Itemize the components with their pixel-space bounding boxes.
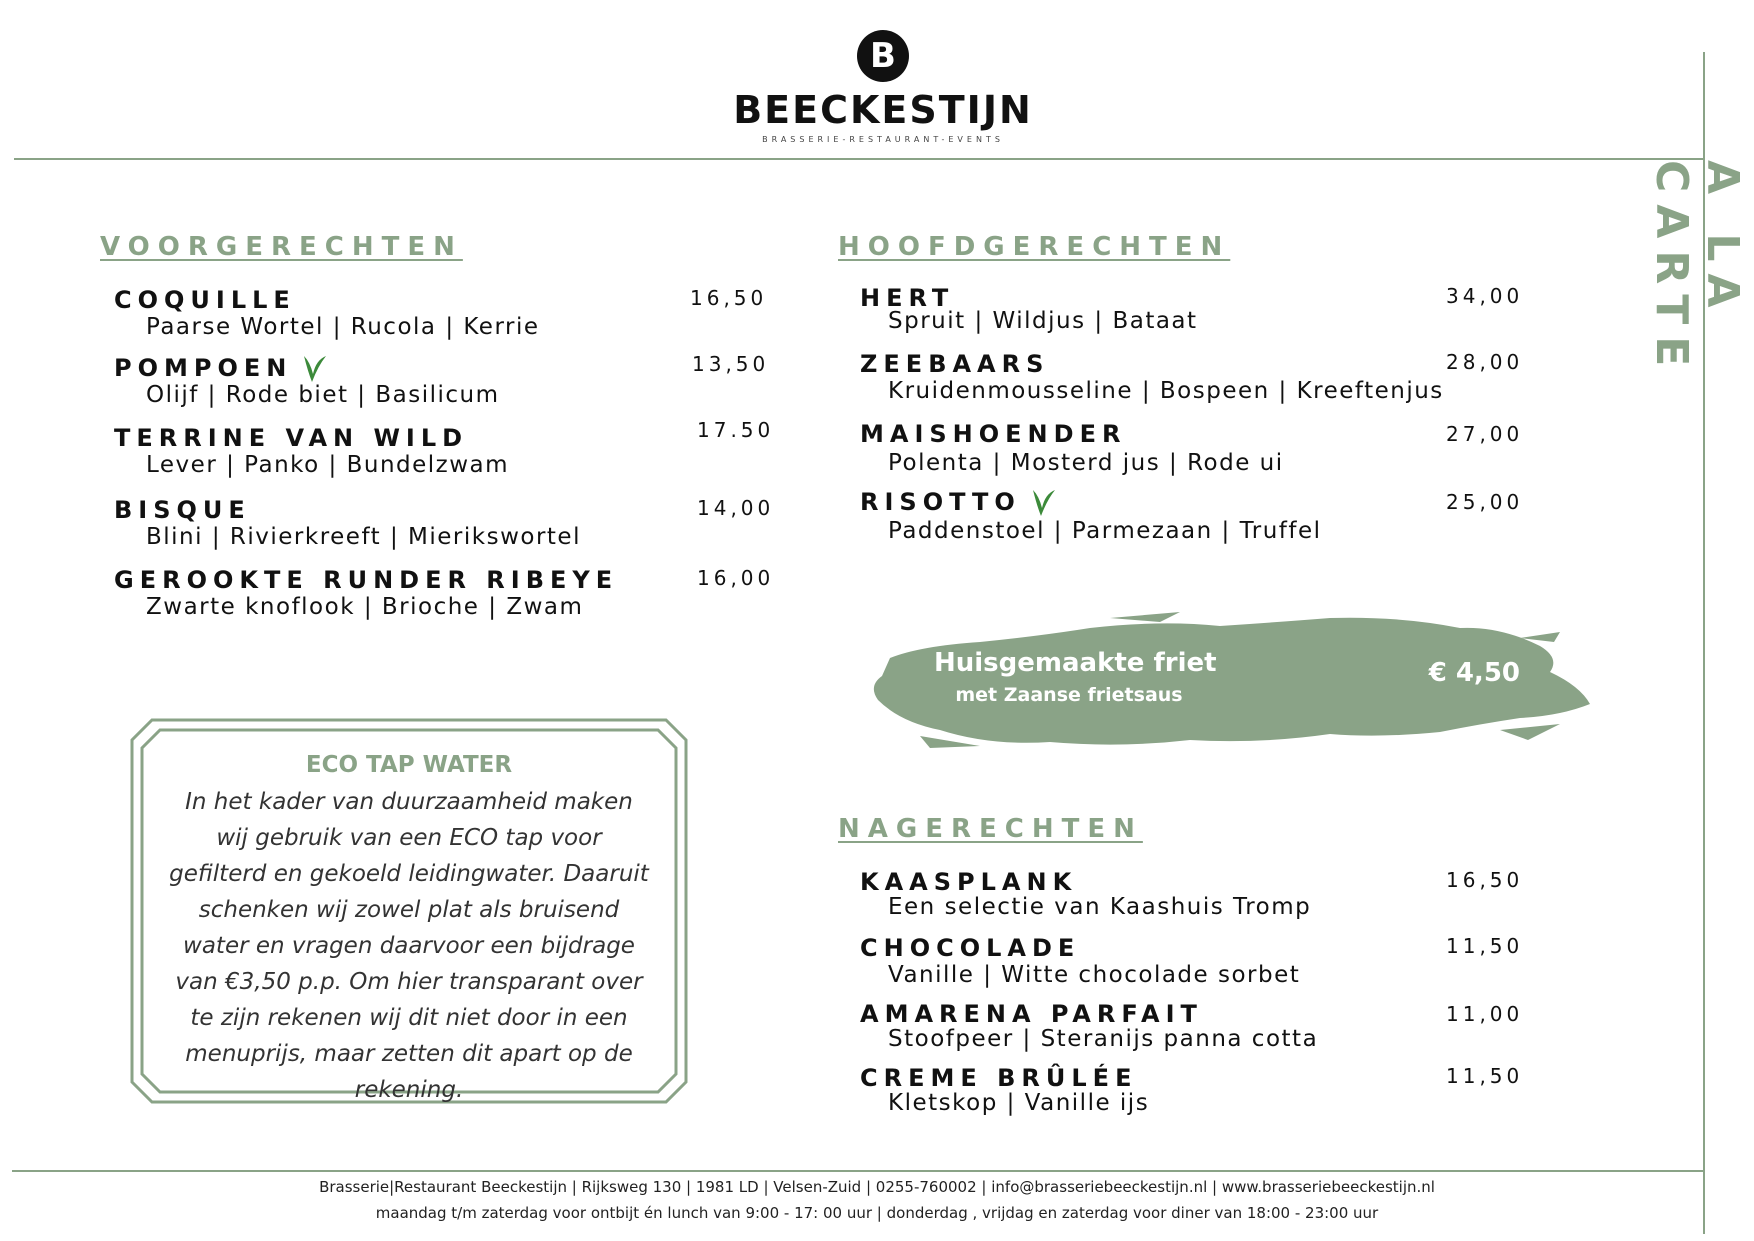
dish-name: ZEEBAARS (860, 350, 1050, 378)
dish-price: 25,00 (1446, 490, 1524, 514)
dish-name: BISQUE (114, 496, 251, 524)
dish-name-text: RISOTTO (860, 488, 1021, 516)
dish-name: TERRINE VAN WILD (114, 424, 469, 452)
dish-price: 11,00 (1446, 1002, 1524, 1026)
dish-price: 17.50 (697, 418, 775, 442)
dish-price: 11,50 (1446, 934, 1524, 958)
eco-title: ECO TAP WATER (305, 752, 513, 778)
dish-price: 13,50 (692, 352, 770, 376)
dish-description: Blini | Rivierkreeft | Mierikswortel (146, 524, 581, 550)
dish-name: COQUILLE (114, 286, 296, 314)
section-heading-nagerechten: NAGERECHTEN (838, 814, 1143, 844)
dish-price: 28,00 (1446, 350, 1524, 374)
vegetarian-leaf-icon (298, 352, 328, 386)
dish-description: Paarse Wortel | Rucola | Kerrie (146, 314, 540, 340)
dish-name (860, 486, 1057, 520)
dish-name: KAASPLANK (860, 868, 1078, 896)
brand-tagline: BRASSERIE-RESTAURANT-EVENTS (762, 135, 1004, 144)
dish-name: MAISHOENDER (860, 420, 1127, 448)
side-title: A LA CARTE (1646, 160, 1748, 379)
dish-name-text: POMPOEN (114, 354, 293, 382)
eco-text: In het kader van duurzaamheid maken wij gebruik van een ECO tap voor gefilterd en gekoeld leidingwater. Daaruit schenken wij zowel plat als bruisend water en vragen daarvoor een bijdrage van €3,50 p.p. Om hier transparant over te zijn rekenen wij dit niet door in een menuprijs, maar zetten dit apart op de rekening. (169, 789, 649, 1103)
dish-price: 16,50 (690, 286, 768, 310)
dish-description: Paddenstoel | Parmezaan | Truffel (888, 518, 1322, 544)
fries-price: € 4,50 (1428, 658, 1520, 688)
dish-name: CHOCOLADE (860, 934, 1081, 962)
footer-divider (12, 1170, 1704, 1172)
dish-name: CREME BRÛLÉE (860, 1064, 1138, 1092)
dish-price: 27,00 (1446, 422, 1524, 446)
fries-subtitle: met Zaanse frietsaus (955, 684, 1183, 706)
dish-name (114, 352, 328, 386)
dish-name: HERT (860, 284, 955, 312)
dish-description: Olijf | Rode biet | Basilicum (146, 382, 500, 408)
dish-price: 16,50 (1446, 868, 1524, 892)
dish-description: Spruit | Wildjus | Bataat (888, 308, 1198, 334)
dish-description: Zwarte knoflook | Brioche | Zwam (146, 594, 584, 620)
dish-name: GEROOKTE RUNDER RIBEYE (114, 566, 619, 594)
dish-description: Stoofpeer | Steranijs panna cotta (888, 1026, 1319, 1052)
footer-address: Brasserie|Restaurant Beeckestijn | Rijksweg 130 | 1981 LD | Velsen-Zuid | 0255-760002 | info@brasseriebeeckestijn.nl | www.brasseriebeeckestijn.nl (319, 1178, 1435, 1196)
dish-price: 16,00 (697, 566, 775, 590)
dish-description: Kruidenmousseline | Bospeen | Kreeftenjus (888, 378, 1444, 404)
footer-hours: maandag t/m zaterdag voor ontbijt én lunch van 9:00 - 17: 00 uur | donderdag , vrijdag en zaterdag voor diner van 18:00 - 23:00 uur (375, 1204, 1379, 1222)
dish-description: Vanille | Witte chocolade sorbet (888, 962, 1301, 988)
dish-description: Lever | Panko | Bundelzwam (146, 452, 510, 478)
dish-description: Kletskop | Vanille ijs (888, 1090, 1150, 1116)
dish-price: 11,50 (1446, 1064, 1524, 1088)
section-heading-hoofdgerechten: HOOFDGERECHTEN (838, 232, 1231, 262)
fries-title: Huisgemaakte friet (934, 648, 1217, 678)
dish-description: Polenta | Mosterd jus | Rode ui (888, 450, 1284, 476)
logo-mark: B (857, 30, 909, 82)
dish-price: 14,00 (697, 496, 775, 520)
brand-name: BEECKESTIJN (733, 88, 1033, 132)
vegetarian-leaf-icon (1027, 486, 1057, 520)
dish-price: 34,00 (1446, 284, 1524, 308)
dish-description: Een selectie van Kaashuis Tromp (888, 894, 1312, 920)
section-heading-voorgerechten: VOORGERECHTEN (100, 232, 463, 262)
dish-name: AMARENA PARFAIT (860, 1000, 1203, 1028)
header-divider (14, 158, 1704, 160)
